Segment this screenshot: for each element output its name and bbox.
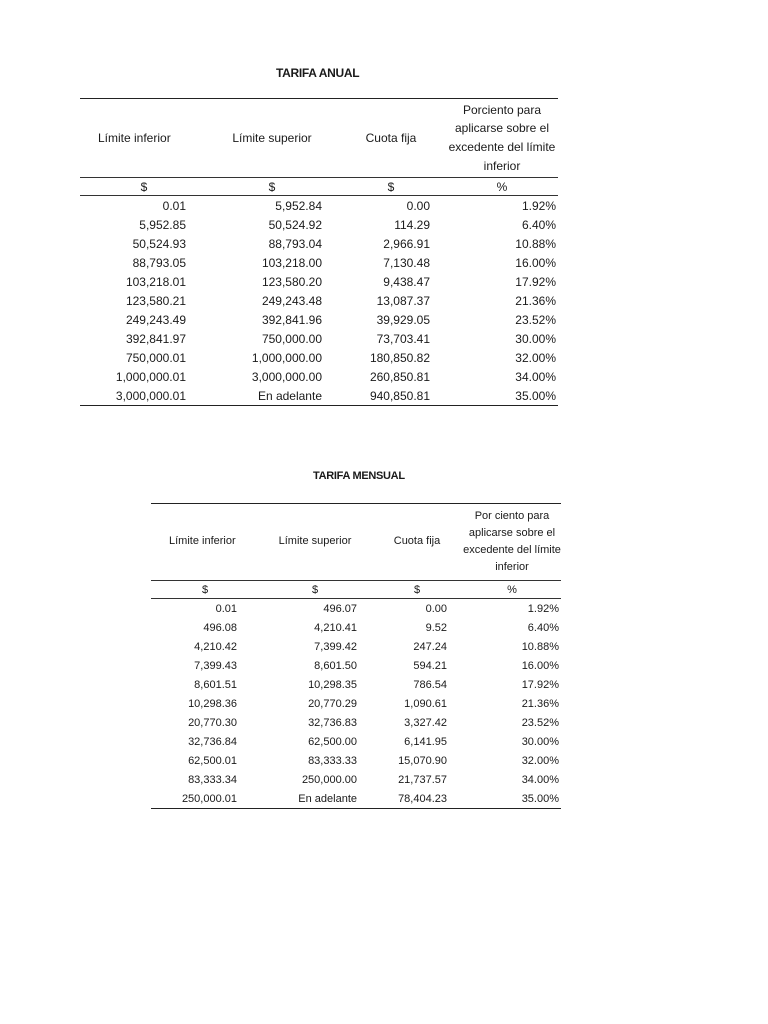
porciento-cell: 23.52% [515,312,556,327]
porciento-cell: 23.52% [521,716,559,729]
table-row [80,234,558,253]
table-row [151,694,561,713]
unit-cuota-fija: $ [336,178,446,196]
limite-superior-cell: 103,218.00 [261,255,322,270]
table-row [151,751,561,770]
table-row [151,637,561,656]
header-limite-superior: Límite superior [259,504,371,581]
limite-superior-cell: 32,736.83 [308,716,357,729]
table-row [80,310,558,329]
header-porciento: Por ciento para aplicarse sobre el excedente del límite inferior [463,504,561,581]
porciento-cell: 35.00% [446,386,558,406]
cuota-fija-cell: 594.21 [413,659,447,672]
limite-superior-cell: 3,000,000.00 [251,369,322,384]
limite-superior-cell: 7,399.42 [314,640,357,653]
table-row [80,196,558,216]
limite-superior-cell: 250,000.00 [301,773,357,786]
cuota-fija-cell: 7,130.48 [383,255,430,270]
limite-superior-cell: 1,000,000.00 [251,350,322,365]
limite-superior-cell: 4,210.41 [314,621,357,634]
limite-inferior-cell: 750,000.01 [125,350,186,365]
limite-superior-cell: 50,524.92 [268,217,322,232]
limite-inferior-cell: 123,580.21 [125,293,186,308]
limite-superior-cell: 496.07 [323,602,357,615]
table-row [151,770,561,789]
tarifa-anual-table [80,98,558,406]
unit-limite-superior: $ [259,581,371,599]
porciento-cell: 21.36% [515,293,556,308]
limite-superior-cell: 83,333.33 [308,754,357,767]
cuota-fija-cell: 9.52 [425,621,447,634]
cuota-fija-cell: 2,966.91 [383,236,430,251]
limite-inferior-cell: 50,524.93 [132,236,186,251]
cuota-fija-cell: 78,404.23 [371,789,463,809]
porciento-cell: 16.00% [515,255,556,270]
cuota-fija-cell: 6,141.95 [404,735,447,748]
table-row [151,656,561,675]
limite-inferior-cell: 10,298.36 [188,697,237,710]
header-limite-superior: Límite superior [208,99,336,178]
cuota-fija-cell: 3,327.42 [404,716,447,729]
header-row [151,504,561,581]
porciento-cell: 16.00% [521,659,559,672]
cuota-fija-cell: 180,850.82 [369,350,430,365]
porciento-cell: 34.00% [515,369,556,384]
table-row [151,618,561,637]
table-row [80,348,558,367]
limite-inferior-cell: 5,952.85 [139,217,186,232]
unit-cuota-fija: $ [371,581,463,599]
table-row [80,386,558,406]
cuota-fija-cell: 114.29 [394,217,430,232]
limite-inferior-cell: 3,000,000.01 [80,386,208,406]
unit-limite-inferior: $ [80,178,208,196]
limite-inferior-cell: 62,500.01 [188,754,237,767]
table-row [80,272,558,291]
porciento-cell: 6.40% [521,217,556,232]
porciento-cell: 21.36% [521,697,559,710]
limite-inferior-cell: 32,736.84 [188,735,237,748]
cuota-fija-cell: 786.54 [413,678,447,691]
porciento-cell: 35.00% [463,789,561,809]
limite-inferior-cell: 20,770.30 [188,716,237,729]
unit-porciento: % [463,581,561,599]
limite-inferior-cell: 1,000,000.01 [115,369,186,384]
cuota-fija-cell: 21,737.57 [398,773,447,786]
unit-limite-inferior: $ [151,581,259,599]
limite-superior-cell: 88,793.04 [268,236,322,251]
limite-superior-cell: En adelante [208,386,336,406]
porciento-cell: 10.88% [515,236,556,251]
limite-inferior-cell: 392,841.97 [125,331,186,346]
units-row [80,178,558,196]
limite-inferior-cell: 83,333.34 [188,773,237,786]
limite-superior-cell: 392,841.96 [261,312,322,327]
porciento-cell: 1.92% [521,198,556,213]
table-row [80,291,558,310]
header-limite-inferior: Límite inferior [80,99,208,178]
limite-inferior-cell: 250,000.01 [151,789,259,809]
cuota-fija-cell: 15,070.90 [398,754,447,767]
limite-inferior-cell: 8,601.51 [194,678,237,691]
unit-porciento: % [446,178,558,196]
porciento-cell: 32.00% [515,350,556,365]
table-row [80,367,558,386]
table-row [151,599,561,619]
porciento-cell: 30.00% [515,331,556,346]
porciento-cell: 17.92% [515,274,556,289]
limite-inferior-cell: 4,210.42 [194,640,237,653]
cuota-fija-cell: 39,929.05 [376,312,430,327]
table-row [151,675,561,694]
table-row [151,789,561,809]
table-row [151,732,561,751]
cuota-fija-cell: 9,438.47 [383,274,430,289]
limite-superior-cell: 750,000.00 [261,331,322,346]
cuota-fija-cell: 260,850.81 [369,369,430,384]
header-cuota-fija: Cuota fija [336,99,446,178]
porciento-cell: 17.92% [521,678,559,691]
porciento-cell: 34.00% [521,773,559,786]
cuota-fija-cell: 247.24 [413,640,447,653]
header-row [80,99,558,178]
porciento-cell: 30.00% [521,735,559,748]
limite-inferior-cell: 496.08 [203,621,237,634]
limite-superior-cell: 10,298.35 [308,678,357,691]
limite-superior-cell: 62,500.00 [308,735,357,748]
cuota-fija-cell: 13,087.37 [376,293,430,308]
porciento-cell: 1.92% [527,602,559,615]
limite-inferior-cell: 7,399.43 [194,659,237,672]
cuota-fija-cell: 0.00 [425,602,447,615]
cuota-fija-cell: 73,703.41 [376,331,430,346]
table-row [80,253,558,272]
limite-inferior-cell: 0.01 [162,198,186,213]
tarifa-anual-title: TARIFA ANUAL [276,66,360,80]
limite-inferior-cell: 88,793.05 [132,255,186,270]
porciento-cell: 10.88% [521,640,559,653]
tarifa-mensual-table [151,503,561,809]
limite-inferior-cell: 103,218.01 [125,274,186,289]
limite-superior-cell: 5,952.84 [275,198,322,213]
limite-inferior-cell: 249,243.49 [125,312,186,327]
cuota-fija-cell: 0.00 [406,198,430,213]
unit-limite-superior: $ [208,178,336,196]
tarifa-mensual-title: TARIFA MENSUAL [313,470,405,482]
table-row [80,329,558,348]
table-row [151,713,561,732]
header-limite-inferior: Límite inferior [151,504,259,581]
limite-superior-cell: 20,770.29 [308,697,357,710]
limite-superior-cell: 123,580.20 [261,274,322,289]
limite-superior-cell: 8,601.50 [314,659,357,672]
porciento-cell: 6.40% [527,621,559,634]
limite-superior-cell: En adelante [259,789,371,809]
cuota-fija-cell: 1,090.61 [404,697,447,710]
table-row [80,215,558,234]
porciento-cell: 32.00% [521,754,559,767]
cuota-fija-cell: 940,850.81 [336,386,446,406]
header-porciento: Porciento para aplicarse sobre el excedente del límite inferior [446,99,558,178]
units-row [151,581,561,599]
header-cuota-fija: Cuota fija [371,504,463,581]
limite-superior-cell: 249,243.48 [261,293,322,308]
limite-inferior-cell: 0.01 [215,602,237,615]
